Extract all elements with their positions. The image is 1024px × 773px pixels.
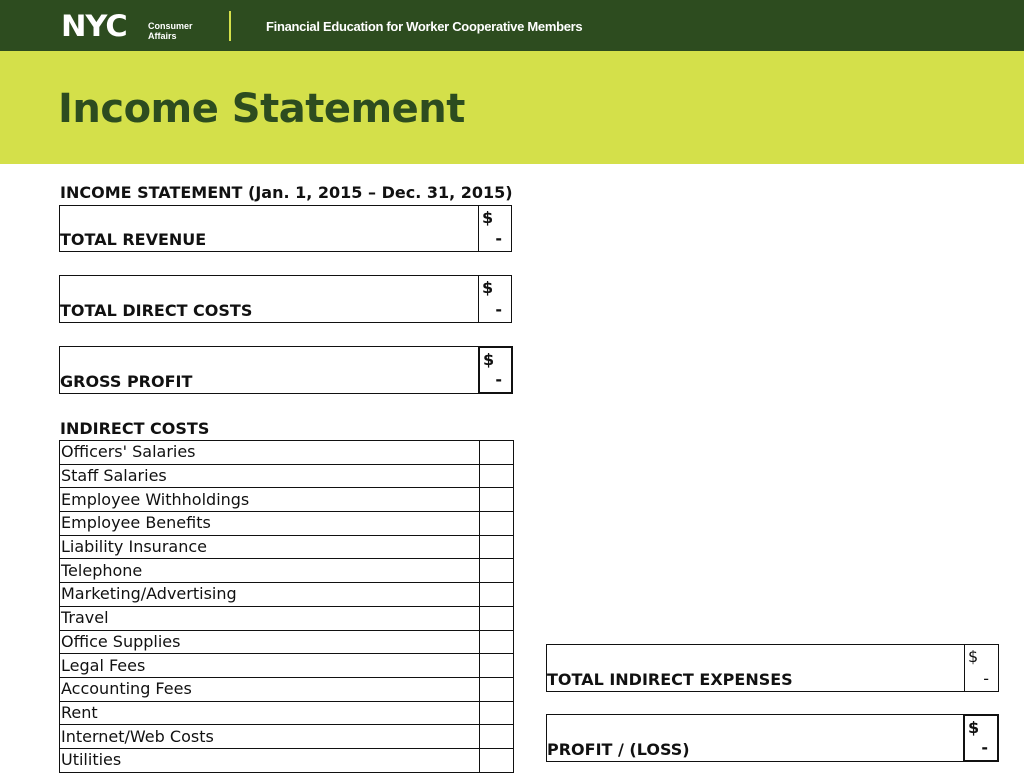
table-row <box>60 559 514 583</box>
top-bar <box>0 0 1024 51</box>
table-row <box>60 630 514 654</box>
currency-symbol: $ <box>482 208 494 227</box>
indirect-cost-amount-cell[interactable] <box>480 654 514 678</box>
indirect-cost-label: Accounting Fees <box>60 677 480 701</box>
header-tagline: Financial Education for Worker Cooperative Members <box>266 19 583 34</box>
indirect-cost-amount-cell[interactable] <box>480 441 514 465</box>
table-row <box>60 654 514 678</box>
table-row <box>60 488 514 512</box>
header-divider <box>229 11 231 41</box>
profit-loss-cell[interactable] <box>963 714 999 762</box>
indirect-cost-amount-cell[interactable] <box>480 535 514 559</box>
indirect-cost-amount-cell[interactable] <box>480 464 514 488</box>
nyc-logo[interactable]: NYC <box>61 9 127 43</box>
total-direct-costs-value: - <box>495 300 502 319</box>
indirect-costs-table <box>59 440 514 773</box>
indirect-cost-amount-cell[interactable] <box>480 748 514 772</box>
table-row <box>60 606 514 630</box>
gross-profit-cell[interactable] <box>478 346 513 394</box>
gross-profit-label: GROSS PROFIT <box>60 372 193 391</box>
indirect-cost-label: Staff Salaries <box>60 464 480 488</box>
indirect-cost-label: Travel <box>60 606 480 630</box>
indirect-cost-amount-cell[interactable] <box>480 606 514 630</box>
indirect-costs-heading: INDIRECT COSTS <box>60 419 210 438</box>
profit-loss-row <box>546 714 999 762</box>
indirect-cost-amount-cell[interactable] <box>480 630 514 654</box>
total-revenue-cell[interactable] <box>478 206 511 251</box>
table-row <box>60 748 514 772</box>
profit-loss-label: PROFIT / (LOSS) <box>547 740 690 759</box>
indirect-cost-amount-cell[interactable] <box>480 701 514 725</box>
table-row <box>60 464 514 488</box>
total-revenue-row <box>59 205 512 252</box>
indirect-cost-label: Employee Withholdings <box>60 488 480 512</box>
indirect-cost-label: Legal Fees <box>60 654 480 678</box>
currency-symbol: $ <box>968 647 979 666</box>
gross-profit-value: - <box>495 370 502 389</box>
currency-symbol: $ <box>483 350 495 369</box>
indirect-cost-amount-cell[interactable] <box>480 559 514 583</box>
indirect-cost-label: Officers' Salaries <box>60 441 480 465</box>
table-row <box>60 512 514 536</box>
indirect-cost-label: Office Supplies <box>60 630 480 654</box>
currency-symbol: $ <box>482 278 494 297</box>
total-indirect-expenses-row <box>546 644 999 692</box>
total-indirect-expenses-label: TOTAL INDIRECT EXPENSES <box>547 670 793 689</box>
total-revenue-label: TOTAL REVENUE <box>60 230 207 249</box>
indirect-cost-label: Rent <box>60 701 480 725</box>
table-row <box>60 701 514 725</box>
indirect-cost-label: Internet/Web Costs <box>60 725 480 749</box>
indirect-cost-amount-cell[interactable] <box>480 512 514 536</box>
indirect-cost-label: Telephone <box>60 559 480 583</box>
table-row <box>60 441 514 465</box>
indirect-cost-amount-cell[interactable] <box>480 677 514 701</box>
table-row <box>60 677 514 701</box>
logo-subtitle <box>148 21 193 41</box>
table-row <box>60 725 514 749</box>
statement-heading: INCOME STATEMENT (Jan. 1, 2015 – Dec. 31, 2015) <box>60 183 513 202</box>
total-direct-costs-label: TOTAL DIRECT COSTS <box>60 301 253 320</box>
logo-subtitle-line1: Consumer <box>148 21 193 31</box>
gross-profit-row <box>59 346 513 394</box>
table-row <box>60 583 514 607</box>
total-direct-costs-row <box>59 275 512 323</box>
profit-loss-value: - <box>981 738 988 757</box>
total-indirect-expenses-value: - <box>983 669 989 688</box>
indirect-cost-label: Utilities <box>60 748 480 772</box>
total-direct-costs-cell[interactable] <box>478 276 511 322</box>
total-indirect-expenses-cell[interactable] <box>964 645 998 691</box>
currency-symbol: $ <box>968 718 980 737</box>
indirect-cost-amount-cell[interactable] <box>480 583 514 607</box>
table-row <box>60 535 514 559</box>
page-title: Income Statement <box>58 86 465 132</box>
logo-subtitle-line2: Affairs <box>148 31 177 41</box>
indirect-cost-amount-cell[interactable] <box>480 488 514 512</box>
indirect-cost-label: Liability Insurance <box>60 535 480 559</box>
indirect-cost-label: Employee Benefits <box>60 512 480 536</box>
indirect-cost-amount-cell[interactable] <box>480 725 514 749</box>
indirect-cost-label: Marketing/Advertising <box>60 583 480 607</box>
total-revenue-value: - <box>495 229 502 248</box>
